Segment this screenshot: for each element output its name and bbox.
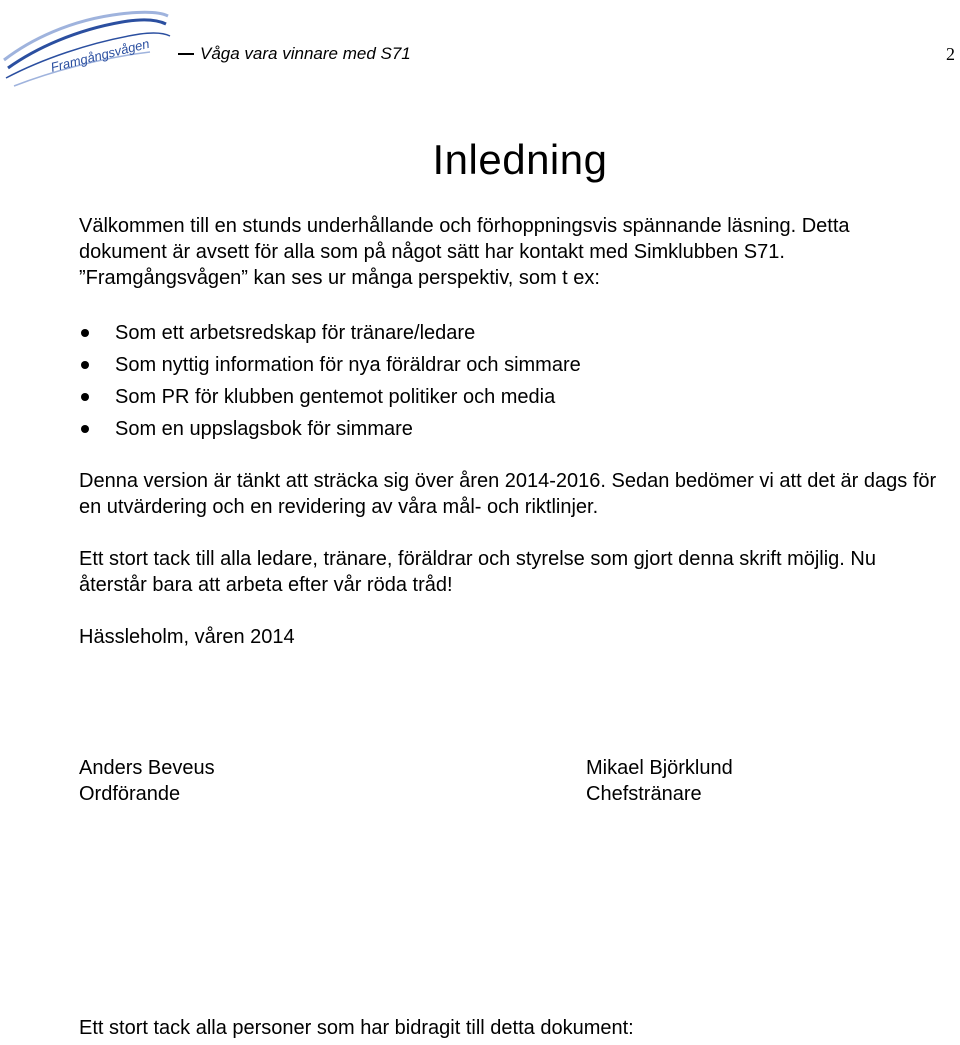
signature-name: Mikael Björklund [586, 757, 733, 779]
wave-logo-icon [0, 0, 178, 92]
signature-role: Chefstränare [586, 783, 702, 805]
list-item-text: Som en uppslagsbok för simmare [115, 418, 413, 440]
bullet-dot-icon [81, 329, 89, 337]
place-date: Hässleholm, våren 2014 [79, 626, 295, 648]
list-item-text: Som PR för klubben gentemot politiker och media [115, 386, 556, 408]
page-number: 2 [946, 44, 955, 64]
header-dash [178, 53, 194, 55]
running-header [178, 44, 411, 64]
bullet-dot-icon [81, 425, 89, 433]
acknowledgement-heading: Ett stort tack alla personer som har bidragit till detta dokument: [79, 1017, 634, 1039]
list-item [79, 317, 581, 349]
framgangsvagen-logo [0, 0, 178, 92]
logo-text: Framgångsvågen [49, 35, 151, 75]
perspective-list [79, 317, 581, 445]
signature-head-coach [586, 755, 733, 807]
list-item [79, 381, 581, 413]
signature-chairman [79, 755, 215, 807]
bullet-dot-icon [81, 361, 89, 369]
signature-name: Anders Beveus [79, 757, 215, 779]
list-item [79, 349, 581, 381]
signature-role: Ordförande [79, 783, 181, 805]
intro-paragraph: Välkommen till en stunds underhållande och förhoppningsvis spännande läsning. Detta dokument är avsett för alla som på något sätt har kontakt med Simklubben S71. ”Framgångsvågen” kan ses ur många perspektiv, som t ex: [79, 215, 850, 289]
version-paragraph: Denna version är tänkt att sträcka sig över åren 2014-2016. Sedan bedömer vi att det är dags för en utvärdering och en revidering av våra mål- och riktlinjer. [79, 470, 937, 518]
header-subtitle: Våga vara vinnare med S71 [200, 44, 411, 63]
bullet-dot-icon [81, 393, 89, 401]
list-item-text: Som ett arbetsredskap för tränare/ledare [115, 322, 476, 344]
list-item [79, 413, 581, 445]
page-title: Inledning [432, 136, 608, 183]
list-item-text: Som nyttig information för nya föräldrar och simmare [115, 354, 581, 376]
thanks-paragraph: Ett stort tack till alla ledare, tränare, föräldrar och styrelse som gjort denna skrift möjlig. Nu återstår bara att arbeta efter vår röda tråd! [79, 548, 876, 596]
